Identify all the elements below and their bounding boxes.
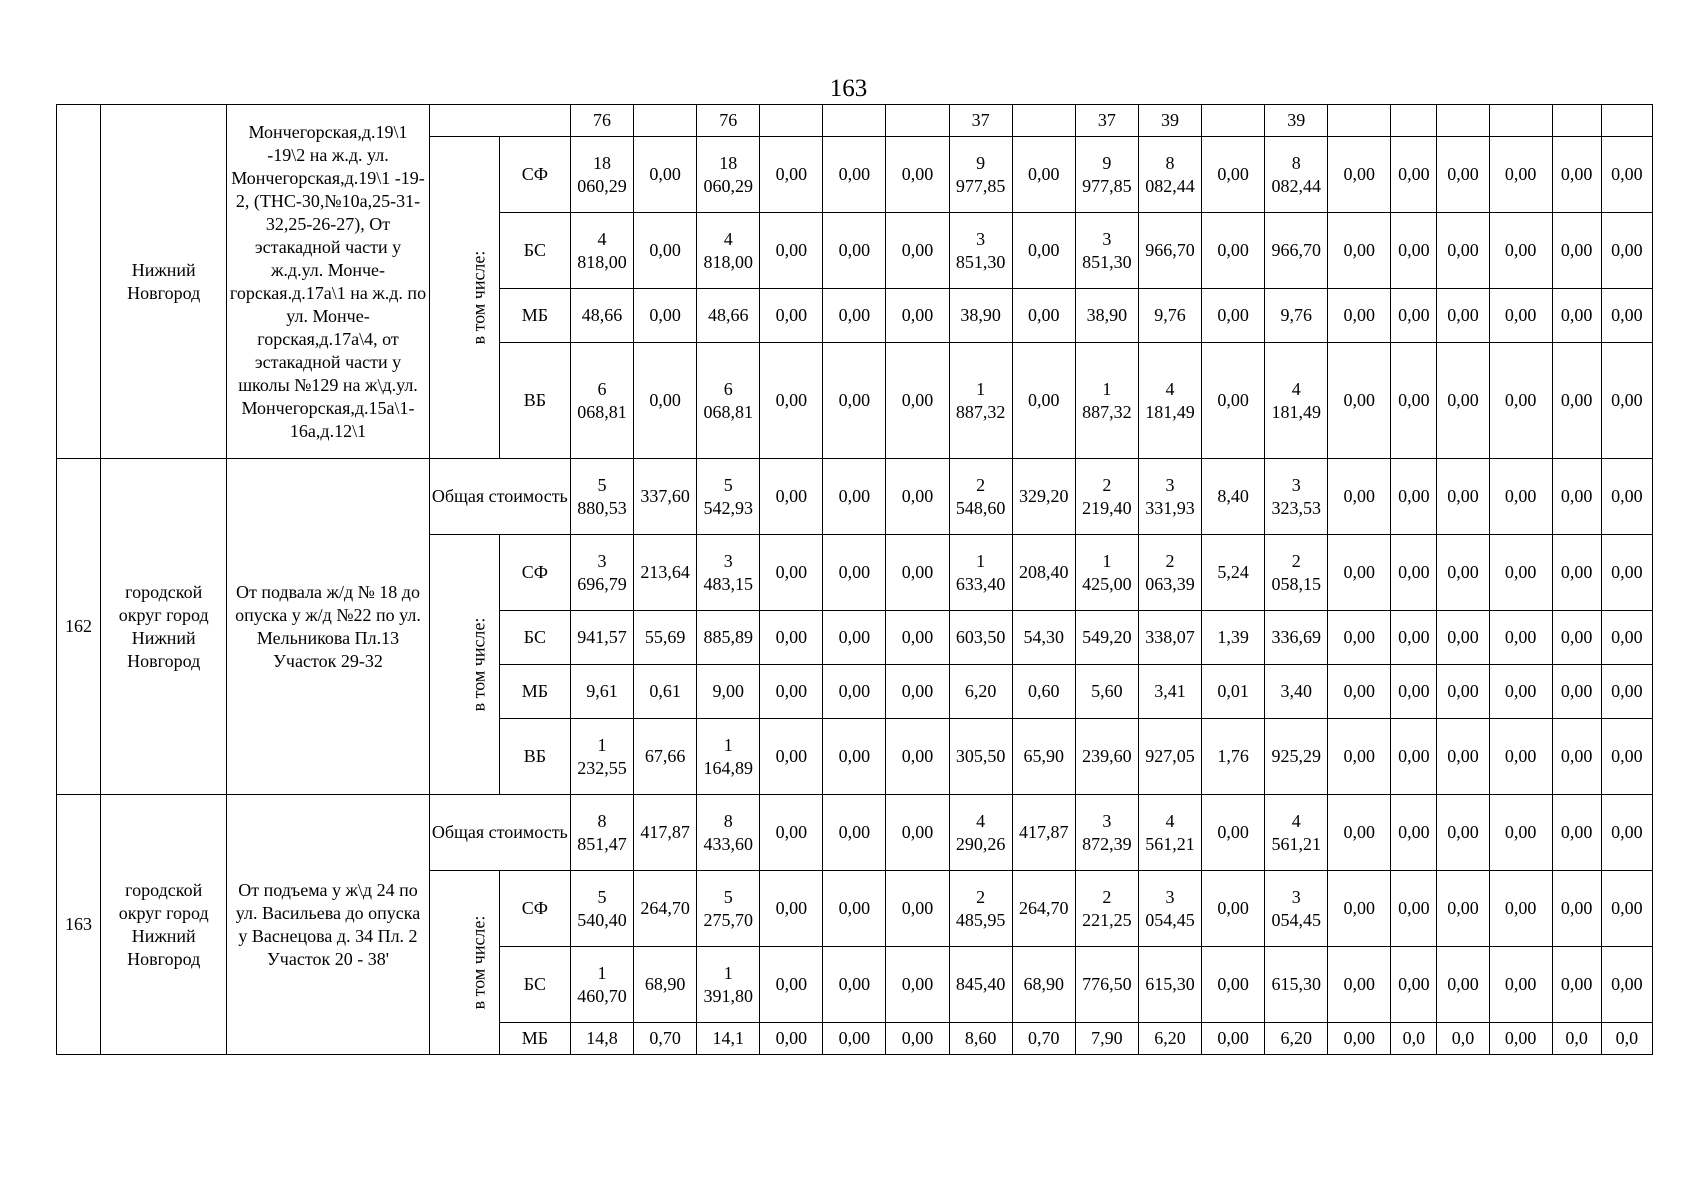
value-cell: 9,00 <box>697 665 760 719</box>
value-cell: 54,30 <box>1012 611 1075 665</box>
value-cell: 0,00 <box>1552 871 1601 947</box>
value-cell: 0,00 <box>1552 459 1601 535</box>
value-cell: 0,00 <box>1489 343 1552 459</box>
value-cell: 0,00 <box>760 611 823 665</box>
value-cell: 48,66 <box>570 289 633 343</box>
value-cell: 0,00 <box>1601 719 1652 795</box>
value-cell: 0,00 <box>1552 137 1601 213</box>
value-cell: 0,61 <box>634 665 697 719</box>
value-cell: 0,00 <box>1489 459 1552 535</box>
funding-source-label: МБ <box>499 665 570 719</box>
value-cell: 0,00 <box>1489 719 1552 795</box>
value-cell: 0,00 <box>1391 947 1437 1023</box>
funding-source-label: БС <box>499 611 570 665</box>
value-cell <box>1391 105 1437 137</box>
value-cell: 208,40 <box>1012 535 1075 611</box>
value-cell: 48,66 <box>697 289 760 343</box>
value-cell: 1 460,70 <box>570 947 633 1023</box>
value-cell: 0,00 <box>1202 947 1265 1023</box>
value-cell: 8,40 <box>1202 459 1265 535</box>
funding-source-label: МБ <box>499 289 570 343</box>
value-cell: 4 561,21 <box>1265 795 1328 871</box>
value-cell: 1 164,89 <box>697 719 760 795</box>
value-cell: 0,00 <box>1601 947 1652 1023</box>
value-cell: 0,00 <box>1391 719 1437 795</box>
value-cell: 0,00 <box>1202 137 1265 213</box>
value-cell: 0,70 <box>1012 1023 1075 1055</box>
value-cell: 9 977,85 <box>1075 137 1138 213</box>
funding-source-label: СФ <box>499 871 570 947</box>
value-cell <box>1437 105 1489 137</box>
value-cell: 0,00 <box>1601 665 1652 719</box>
value-cell: 0,00 <box>1437 343 1489 459</box>
value-cell: 0,00 <box>1601 289 1652 343</box>
value-cell: 0,00 <box>886 343 949 459</box>
value-cell: 2 063,39 <box>1138 535 1201 611</box>
value-cell: 0,00 <box>1328 719 1391 795</box>
value-cell: 0,00 <box>1328 795 1391 871</box>
value-cell: 0,00 <box>1202 1023 1265 1055</box>
value-cell: 0,00 <box>1489 795 1552 871</box>
funding-source-label: МБ <box>499 1023 570 1055</box>
value-cell: 37 <box>1075 105 1138 137</box>
value-cell: 1 887,32 <box>1075 343 1138 459</box>
value-cell: 0,00 <box>1391 665 1437 719</box>
table-row <box>57 795 1653 871</box>
value-cell: 0,00 <box>1391 795 1437 871</box>
value-cell: 0,00 <box>1202 343 1265 459</box>
including-label <box>429 871 499 1055</box>
value-cell: 0,00 <box>760 795 823 871</box>
value-cell: 37 <box>949 105 1012 137</box>
value-cell: 0,00 <box>1391 611 1437 665</box>
value-cell: 338,07 <box>1138 611 1201 665</box>
value-cell: 67,66 <box>634 719 697 795</box>
value-cell: 0,00 <box>886 947 949 1023</box>
value-cell: 1,39 <box>1202 611 1265 665</box>
value-cell: 0,00 <box>1552 213 1601 289</box>
value-cell: 0,01 <box>1202 665 1265 719</box>
value-cell: 0,0 <box>1391 1023 1437 1055</box>
value-cell: 0,00 <box>1328 343 1391 459</box>
value-cell <box>886 105 949 137</box>
value-cell: 0,00 <box>1437 137 1489 213</box>
value-cell: 9,76 <box>1138 289 1201 343</box>
value-cell: 0,00 <box>1552 289 1601 343</box>
table-row <box>57 459 1653 535</box>
value-cell: 0,00 <box>1489 1023 1552 1055</box>
value-cell: 0,00 <box>1437 459 1489 535</box>
value-cell: 3 696,79 <box>570 535 633 611</box>
value-cell: 3 483,15 <box>697 535 760 611</box>
value-cell: 0,00 <box>1552 665 1601 719</box>
value-cell: 0,00 <box>1202 213 1265 289</box>
value-cell: 0,00 <box>1202 795 1265 871</box>
value-cell: 0,00 <box>1489 947 1552 1023</box>
value-cell: 0,00 <box>634 137 697 213</box>
value-cell: 0,00 <box>760 1023 823 1055</box>
value-cell: 0,00 <box>823 611 886 665</box>
value-cell: 0,00 <box>1437 213 1489 289</box>
row-number: 162 <box>57 459 101 795</box>
value-cell: 0,00 <box>760 289 823 343</box>
value-cell: 8 433,60 <box>697 795 760 871</box>
value-cell: 38,90 <box>949 289 1012 343</box>
value-cell: 3 323,53 <box>1265 459 1328 535</box>
value-cell: 0,00 <box>823 871 886 947</box>
value-cell: 0,00 <box>1328 213 1391 289</box>
value-cell: 0,00 <box>823 137 886 213</box>
value-cell: 0,00 <box>1601 137 1652 213</box>
value-cell: 0,00 <box>1552 795 1601 871</box>
funding-source-label: СФ <box>499 535 570 611</box>
value-cell: 1 633,40 <box>949 535 1012 611</box>
value-cell: 0,00 <box>886 795 949 871</box>
value-cell: 14,1 <box>697 1023 760 1055</box>
value-cell: 9 977,85 <box>949 137 1012 213</box>
value-cell: 417,87 <box>634 795 697 871</box>
value-cell: 55,69 <box>634 611 697 665</box>
including-label-text: в том числе: <box>468 915 489 1010</box>
value-cell: 5,60 <box>1075 665 1138 719</box>
value-cell <box>1328 105 1391 137</box>
value-cell: 927,05 <box>1138 719 1201 795</box>
value-cell: 0,00 <box>634 343 697 459</box>
value-cell: 0,00 <box>823 719 886 795</box>
value-cell: 6,20 <box>949 665 1012 719</box>
value-cell: 0,00 <box>823 535 886 611</box>
value-cell: 0,00 <box>1552 535 1601 611</box>
value-cell: 1 887,32 <box>949 343 1012 459</box>
table-row <box>57 105 1653 137</box>
value-cell: 0,00 <box>1601 871 1652 947</box>
value-cell: 0,00 <box>1437 871 1489 947</box>
value-cell: 76 <box>570 105 633 137</box>
value-cell: 0,00 <box>1391 343 1437 459</box>
value-cell: 941,57 <box>570 611 633 665</box>
value-cell: 0,00 <box>886 289 949 343</box>
total-cost-label <box>429 105 570 137</box>
value-cell: 68,90 <box>1012 947 1075 1023</box>
value-cell: 0,00 <box>1328 947 1391 1023</box>
value-cell: 5 275,70 <box>697 871 760 947</box>
value-cell: 4 181,49 <box>1138 343 1201 459</box>
value-cell: 0,00 <box>823 665 886 719</box>
value-cell: 39 <box>1138 105 1201 137</box>
value-cell: 0,00 <box>886 535 949 611</box>
value-cell: 0,00 <box>823 795 886 871</box>
value-cell: 4 818,00 <box>570 213 633 289</box>
value-cell: 0,00 <box>760 213 823 289</box>
row-number: 163 <box>57 795 101 1055</box>
value-cell: 0,00 <box>1202 289 1265 343</box>
value-cell <box>1012 105 1075 137</box>
address-cell: Мончегорская,д.19\1 -19\2 на ж.д. ул. Мончегорская,д.19\1 -19-2, (ТНС-30,№10а,25-31-32,25-26-27), От эстакадной части у ж.д.ул. Мончегорская.д.17а\1 на ж.д. по ул. Мончегорская,д.17а\4, от эстакадной части у школы №129 на ж\д.ул. Мончегорская,д.15а\1-16а,д.12\1 <box>227 105 429 459</box>
value-cell: 925,29 <box>1265 719 1328 795</box>
value-cell: 0,60 <box>1012 665 1075 719</box>
value-cell: 0,00 <box>1601 535 1652 611</box>
value-cell: 39 <box>1265 105 1328 137</box>
value-cell: 615,30 <box>1138 947 1201 1023</box>
funding-source-label: ВБ <box>499 343 570 459</box>
value-cell: 3 331,93 <box>1138 459 1201 535</box>
value-cell: 4 290,26 <box>949 795 1012 871</box>
value-cell: 0,00 <box>823 343 886 459</box>
value-cell: 0,00 <box>1391 535 1437 611</box>
value-cell: 14,8 <box>570 1023 633 1055</box>
value-cell: 0,00 <box>823 1023 886 1055</box>
value-cell: 0,00 <box>1012 289 1075 343</box>
value-cell: 0,00 <box>1328 459 1391 535</box>
value-cell: 305,50 <box>949 719 1012 795</box>
value-cell: 0,00 <box>1328 137 1391 213</box>
value-cell: 0,00 <box>1489 137 1552 213</box>
value-cell: 0,00 <box>760 947 823 1023</box>
value-cell: 0,00 <box>886 1023 949 1055</box>
page-number: 163 <box>829 75 868 102</box>
value-cell <box>823 105 886 137</box>
value-cell: 336,69 <box>1265 611 1328 665</box>
value-cell: 0,00 <box>1601 795 1652 871</box>
value-cell: 0,00 <box>1437 947 1489 1023</box>
value-cell <box>1202 105 1265 137</box>
value-cell: 0,00 <box>1489 871 1552 947</box>
value-cell: 885,89 <box>697 611 760 665</box>
value-cell: 329,20 <box>1012 459 1075 535</box>
value-cell: 0,00 <box>1437 289 1489 343</box>
including-label <box>429 535 499 795</box>
value-cell: 0,00 <box>1552 719 1601 795</box>
value-cell: 6,20 <box>1138 1023 1201 1055</box>
value-cell: 0,00 <box>1601 611 1652 665</box>
value-cell: 0,00 <box>1437 719 1489 795</box>
address-cell: От подвала ж/д № 18 до опуска у ж/д №22 по ул. Мельникова Пл.13 Участок 29-32 <box>227 459 429 795</box>
value-cell: 3,40 <box>1265 665 1328 719</box>
value-cell: 3,41 <box>1138 665 1201 719</box>
value-cell: 9,61 <box>570 665 633 719</box>
value-cell: 0,00 <box>1552 343 1601 459</box>
row-number <box>57 105 101 459</box>
value-cell: 0,00 <box>1489 289 1552 343</box>
value-cell: 0,00 <box>1437 795 1489 871</box>
value-cell: 65,90 <box>1012 719 1075 795</box>
value-cell: 0,00 <box>1489 213 1552 289</box>
municipality-cell: Нижний Новгород <box>101 105 227 459</box>
value-cell: 0,00 <box>1391 289 1437 343</box>
value-cell: 549,20 <box>1075 611 1138 665</box>
including-label-text: в том числе: <box>468 250 489 345</box>
value-cell: 0,00 <box>1391 213 1437 289</box>
value-cell: 0,00 <box>1012 137 1075 213</box>
value-cell: 0,00 <box>1489 665 1552 719</box>
value-cell: 3 851,30 <box>949 213 1012 289</box>
value-cell: 0,00 <box>1552 947 1601 1023</box>
value-cell: 0,00 <box>1552 611 1601 665</box>
value-cell: 0,00 <box>1328 871 1391 947</box>
value-cell: 0,00 <box>886 137 949 213</box>
value-cell: 0,00 <box>1437 535 1489 611</box>
funding-source-label: СФ <box>499 137 570 213</box>
value-cell: 0,00 <box>1601 343 1652 459</box>
value-cell: 0,0 <box>1601 1023 1652 1055</box>
value-cell: 615,30 <box>1265 947 1328 1023</box>
value-cell: 38,90 <box>1075 289 1138 343</box>
value-cell: 0,00 <box>1489 535 1552 611</box>
value-cell: 417,87 <box>1012 795 1075 871</box>
value-cell: 0,00 <box>1328 1023 1391 1055</box>
value-cell: 264,70 <box>634 871 697 947</box>
value-cell: 6 068,81 <box>570 343 633 459</box>
value-cell: 264,70 <box>1012 871 1075 947</box>
value-cell: 0,00 <box>886 665 949 719</box>
value-cell: 0,00 <box>1437 665 1489 719</box>
address-cell: От подъема у ж\д 24 по ул. Васильева до опуска у Васнецова д. 34 Пл. 2 Участок 20 - 38' <box>227 795 429 1055</box>
value-cell: 0,00 <box>1012 343 1075 459</box>
value-cell: 0,00 <box>760 137 823 213</box>
value-cell: 0,00 <box>886 611 949 665</box>
value-cell: 76 <box>697 105 760 137</box>
value-cell: 0,00 <box>634 213 697 289</box>
value-cell: 5,24 <box>1202 535 1265 611</box>
value-cell: 0,00 <box>1391 459 1437 535</box>
value-cell: 213,64 <box>634 535 697 611</box>
value-cell: 5 542,93 <box>697 459 760 535</box>
value-cell: 1 425,00 <box>1075 535 1138 611</box>
including-label <box>429 137 499 459</box>
value-cell <box>634 105 697 137</box>
value-cell: 5 880,53 <box>570 459 633 535</box>
value-cell: 603,50 <box>949 611 1012 665</box>
value-cell: 0,70 <box>634 1023 697 1055</box>
value-cell: 0,00 <box>1328 611 1391 665</box>
including-label-text: в том числе: <box>468 617 489 712</box>
value-cell: 2 221,25 <box>1075 871 1138 947</box>
value-cell: 0,00 <box>760 665 823 719</box>
total-cost-label: Общая стоимость <box>429 459 570 535</box>
municipality-cell: городской округ город Нижний Новгород <box>101 795 227 1055</box>
value-cell: 9,76 <box>1265 289 1328 343</box>
value-cell: 3 851,30 <box>1075 213 1138 289</box>
value-cell: 2 219,40 <box>1075 459 1138 535</box>
value-cell <box>760 105 823 137</box>
value-cell: 0,00 <box>886 459 949 535</box>
value-cell: 8 851,47 <box>570 795 633 871</box>
value-cell <box>1489 105 1552 137</box>
value-cell: 8 082,44 <box>1138 137 1201 213</box>
value-cell: 0,00 <box>1328 535 1391 611</box>
value-cell: 239,60 <box>1075 719 1138 795</box>
municipality-cell: городской округ город Нижний Новгород <box>101 459 227 795</box>
value-cell: 0,00 <box>1391 871 1437 947</box>
value-cell: 7,90 <box>1075 1023 1138 1055</box>
value-cell: 0,00 <box>1437 611 1489 665</box>
value-cell: 0,00 <box>760 871 823 947</box>
value-cell: 0,00 <box>760 459 823 535</box>
value-cell: 0,00 <box>886 213 949 289</box>
value-cell: 0,00 <box>1202 871 1265 947</box>
value-cell: 8 082,44 <box>1265 137 1328 213</box>
value-cell: 18 060,29 <box>570 137 633 213</box>
value-cell: 4 818,00 <box>697 213 760 289</box>
value-cell: 1 232,55 <box>570 719 633 795</box>
value-cell: 0,00 <box>1601 459 1652 535</box>
value-cell: 3 872,39 <box>1075 795 1138 871</box>
value-cell: 776,50 <box>1075 947 1138 1023</box>
value-cell: 0,00 <box>1489 611 1552 665</box>
financing-table <box>56 104 1653 1055</box>
value-cell: 0,00 <box>1012 213 1075 289</box>
value-cell: 5 540,40 <box>570 871 633 947</box>
value-cell <box>1601 105 1652 137</box>
value-cell: 0,00 <box>1601 213 1652 289</box>
value-cell: 0,00 <box>760 343 823 459</box>
value-cell: 0,00 <box>760 719 823 795</box>
value-cell: 2 485,95 <box>949 871 1012 947</box>
value-cell: 966,70 <box>1265 213 1328 289</box>
value-cell: 68,90 <box>634 947 697 1023</box>
funding-source-label: БС <box>499 213 570 289</box>
value-cell: 0,00 <box>886 719 949 795</box>
value-cell: 0,0 <box>1437 1023 1489 1055</box>
value-cell: 3 054,45 <box>1138 871 1201 947</box>
funding-source-label: ВБ <box>499 719 570 795</box>
value-cell: 4 181,49 <box>1265 343 1328 459</box>
funding-source-label: БС <box>499 947 570 1023</box>
value-cell: 2 548,60 <box>949 459 1012 535</box>
value-cell: 6,20 <box>1265 1023 1328 1055</box>
value-cell: 0,00 <box>886 871 949 947</box>
value-cell: 0,00 <box>1328 289 1391 343</box>
value-cell: 0,00 <box>823 459 886 535</box>
value-cell: 0,00 <box>1328 665 1391 719</box>
value-cell: 3 054,45 <box>1265 871 1328 947</box>
value-cell: 18 060,29 <box>697 137 760 213</box>
value-cell: 6 068,81 <box>697 343 760 459</box>
value-cell: 845,40 <box>949 947 1012 1023</box>
value-cell: 0,00 <box>823 289 886 343</box>
value-cell: 0,0 <box>1552 1023 1601 1055</box>
value-cell <box>1552 105 1601 137</box>
value-cell: 0,00 <box>823 213 886 289</box>
value-cell: 0,00 <box>1391 137 1437 213</box>
value-cell: 4 561,21 <box>1138 795 1201 871</box>
value-cell: 1 391,80 <box>697 947 760 1023</box>
value-cell: 8,60 <box>949 1023 1012 1055</box>
value-cell: 337,60 <box>634 459 697 535</box>
value-cell: 0,00 <box>823 947 886 1023</box>
value-cell: 0,00 <box>634 289 697 343</box>
value-cell: 0,00 <box>760 535 823 611</box>
total-cost-label: Общая стоимость <box>429 795 570 871</box>
value-cell: 2 058,15 <box>1265 535 1328 611</box>
value-cell: 1,76 <box>1202 719 1265 795</box>
value-cell: 966,70 <box>1138 213 1201 289</box>
